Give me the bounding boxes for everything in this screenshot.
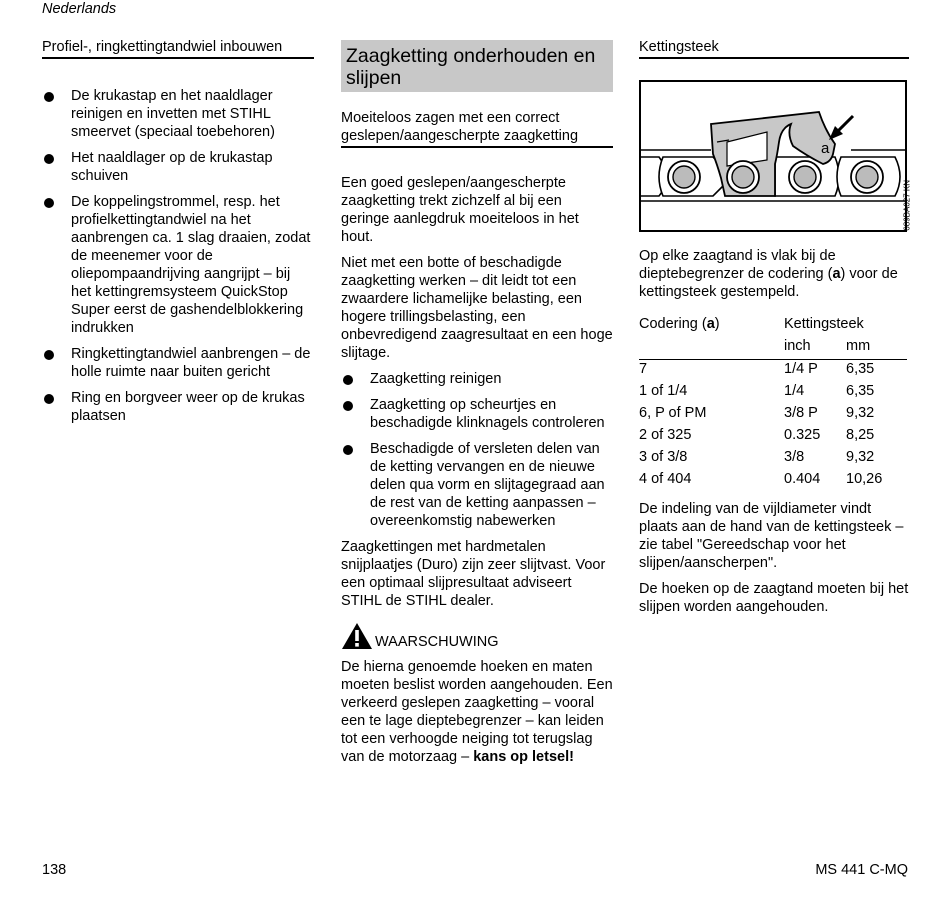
bullet-icon	[44, 350, 54, 360]
list-item: De koppelingstrommel, resp. het profielkettingtandwiel na het aanbrengen ca. 1 slag draaien, zodat de meenemer voor de oliepompaandrijving aangrijpt – bij het kettingremsysteem QuickStop Super eerst de gashendelblokkering indrukken	[42, 193, 314, 337]
warning-header	[341, 622, 613, 650]
table-cell: 9,32	[846, 405, 875, 421]
table-cell: 1/4 P	[784, 361, 818, 377]
table-header-row	[639, 315, 907, 337]
paragraph: Zaagkettingen met hardmetalen snijplaatjes (Duro) zijn zeer slijtvast. Voor een optimaal slijpresultaat adviseert STIHL de STIHL dealer.	[341, 539, 606, 609]
table-cell: 6, P of PM	[639, 405, 707, 421]
table-cell: 1/4	[784, 383, 805, 399]
chain-pitch-table	[639, 315, 907, 492]
sprocket-steps-list	[42, 87, 314, 425]
page-number: 138	[42, 862, 67, 878]
table-cell: 8,25	[846, 427, 875, 443]
warning-emphasis: kans op letsel!	[473, 749, 574, 765]
table-cell: 2 of 325	[639, 427, 692, 443]
bullet-icon	[44, 394, 54, 404]
paragraph: Op elke zaagtand is vlak bij de dieptebegrenzer de codering (a) voor de kettingsteek gestempeld.	[639, 248, 898, 300]
table-cell: 3/8	[784, 449, 805, 465]
warning-triangle-icon	[341, 622, 373, 650]
paragraph: Niet met een botte of beschadigde zaagketting werken – dit leidt tot een zwaardere lichamelijke belasting, een hogere trillingsbelasting, een onbevredigend zaagresultaat en een hoge slijtage.	[341, 255, 613, 361]
table-row	[639, 360, 907, 383]
language-label: Nederlands	[42, 1, 117, 17]
column-left	[42, 38, 314, 433]
marker-a-label: a	[821, 140, 830, 157]
list-item: Ringkettingtandwiel aanbrengen – de holle ruimte naar buiten gericht	[42, 345, 314, 381]
column-right	[639, 38, 912, 624]
bullet-icon	[44, 92, 54, 102]
table-cell: 0.325	[784, 427, 821, 443]
bullet-icon	[343, 375, 353, 385]
bullet-icon	[44, 154, 54, 164]
paragraph: De indeling van de vijldiameter vindt plaats aan de hand van de kettingsteek – zie tabel "Gereedschap voor het slijpen/aanscherpen".	[639, 501, 904, 571]
table-row	[639, 404, 907, 426]
table-cell: 6,35	[846, 361, 875, 377]
section-heading-sprocket: Profiel-, ringkettingtandwiel inbouwen	[42, 38, 314, 59]
table-cell: 1 of 1/4	[639, 383, 688, 399]
paragraph: De hoeken op de zaagtand moeten bij het slijpen worden aangehouden.	[639, 581, 909, 615]
subheading-sharp-chain: Moeiteloos zagen met een correct geslepen/aangescherpte zaagketting	[341, 109, 613, 148]
section-heading-chain-pitch: Kettingsteek	[639, 38, 909, 59]
list-item: Beschadigde of versleten delen van de ketting vervangen en de nieuwe delen qua vorm en slijtagegraad aan de rest van de ketting aanpassen – overeenkomstig nabewerken	[341, 440, 613, 530]
table-row	[639, 448, 907, 470]
section-heading-chain-maintenance: Zaagketting onderhouden en slijpen	[341, 40, 613, 92]
warning-label: WAARSCHUWING	[375, 634, 499, 650]
chain-checks-list	[341, 370, 613, 530]
table-subheader-row	[639, 337, 907, 360]
column-middle	[341, 40, 613, 774]
list-item: Zaagketting op scheurtjes en beschadigde klinknagels controleren	[341, 396, 613, 432]
model-name: MS 441 C-MQ	[815, 862, 908, 878]
list-item: De krukastap en het naaldlager reinigen en invetten met STIHL smeervet (speciaal toebehoren)	[42, 87, 314, 141]
table-cell: 3 of 3/8	[639, 449, 688, 465]
table-cell: 4 of 404	[639, 471, 692, 487]
bullet-icon	[44, 198, 54, 208]
table-cell: 3/8 P	[784, 405, 818, 421]
bullet-icon	[343, 401, 353, 411]
table-header-cell: Codering (a)	[639, 316, 720, 332]
figure-code: 689BA027 KN	[903, 180, 912, 231]
table-header-cell: mm	[846, 337, 907, 360]
saw-chain-illustration	[641, 82, 905, 230]
table-header-cell: inch	[784, 337, 846, 360]
table-cell: 0.404	[784, 471, 821, 487]
warning-paragraph: De hierna genoemde hoeken en maten moeten beslist worden aangehouden. Een verkeerd geslepen zaagketting – vooral een te lage dieptebegrenzer – kan leiden tot een verhoogde neiging tot terugslag van de motorzaag – kans op letsel!	[341, 659, 613, 765]
table-row	[639, 382, 907, 404]
table-row	[639, 426, 907, 448]
table-cell: 7	[639, 361, 648, 377]
list-item: Het naaldlager op de krukastap schuiven	[42, 149, 314, 185]
chain-pitch-figure	[639, 80, 912, 232]
table-row	[639, 470, 907, 492]
table-cell: 10,26	[846, 471, 883, 487]
bullet-icon	[343, 445, 353, 455]
table-cell: 6,35	[846, 383, 875, 399]
list-item: Ring en borgveer weer op de krukas plaatsen	[42, 389, 314, 425]
list-item: Zaagketting reinigen	[341, 370, 613, 388]
table-cell: 9,32	[846, 449, 875, 465]
table-header-cell: Kettingsteek	[784, 316, 864, 332]
paragraph: Een goed geslepen/aangescherpte zaagketting trekt zichzelf al bij een geringe aanlegdruk moeiteloos in het hout.	[341, 175, 579, 245]
